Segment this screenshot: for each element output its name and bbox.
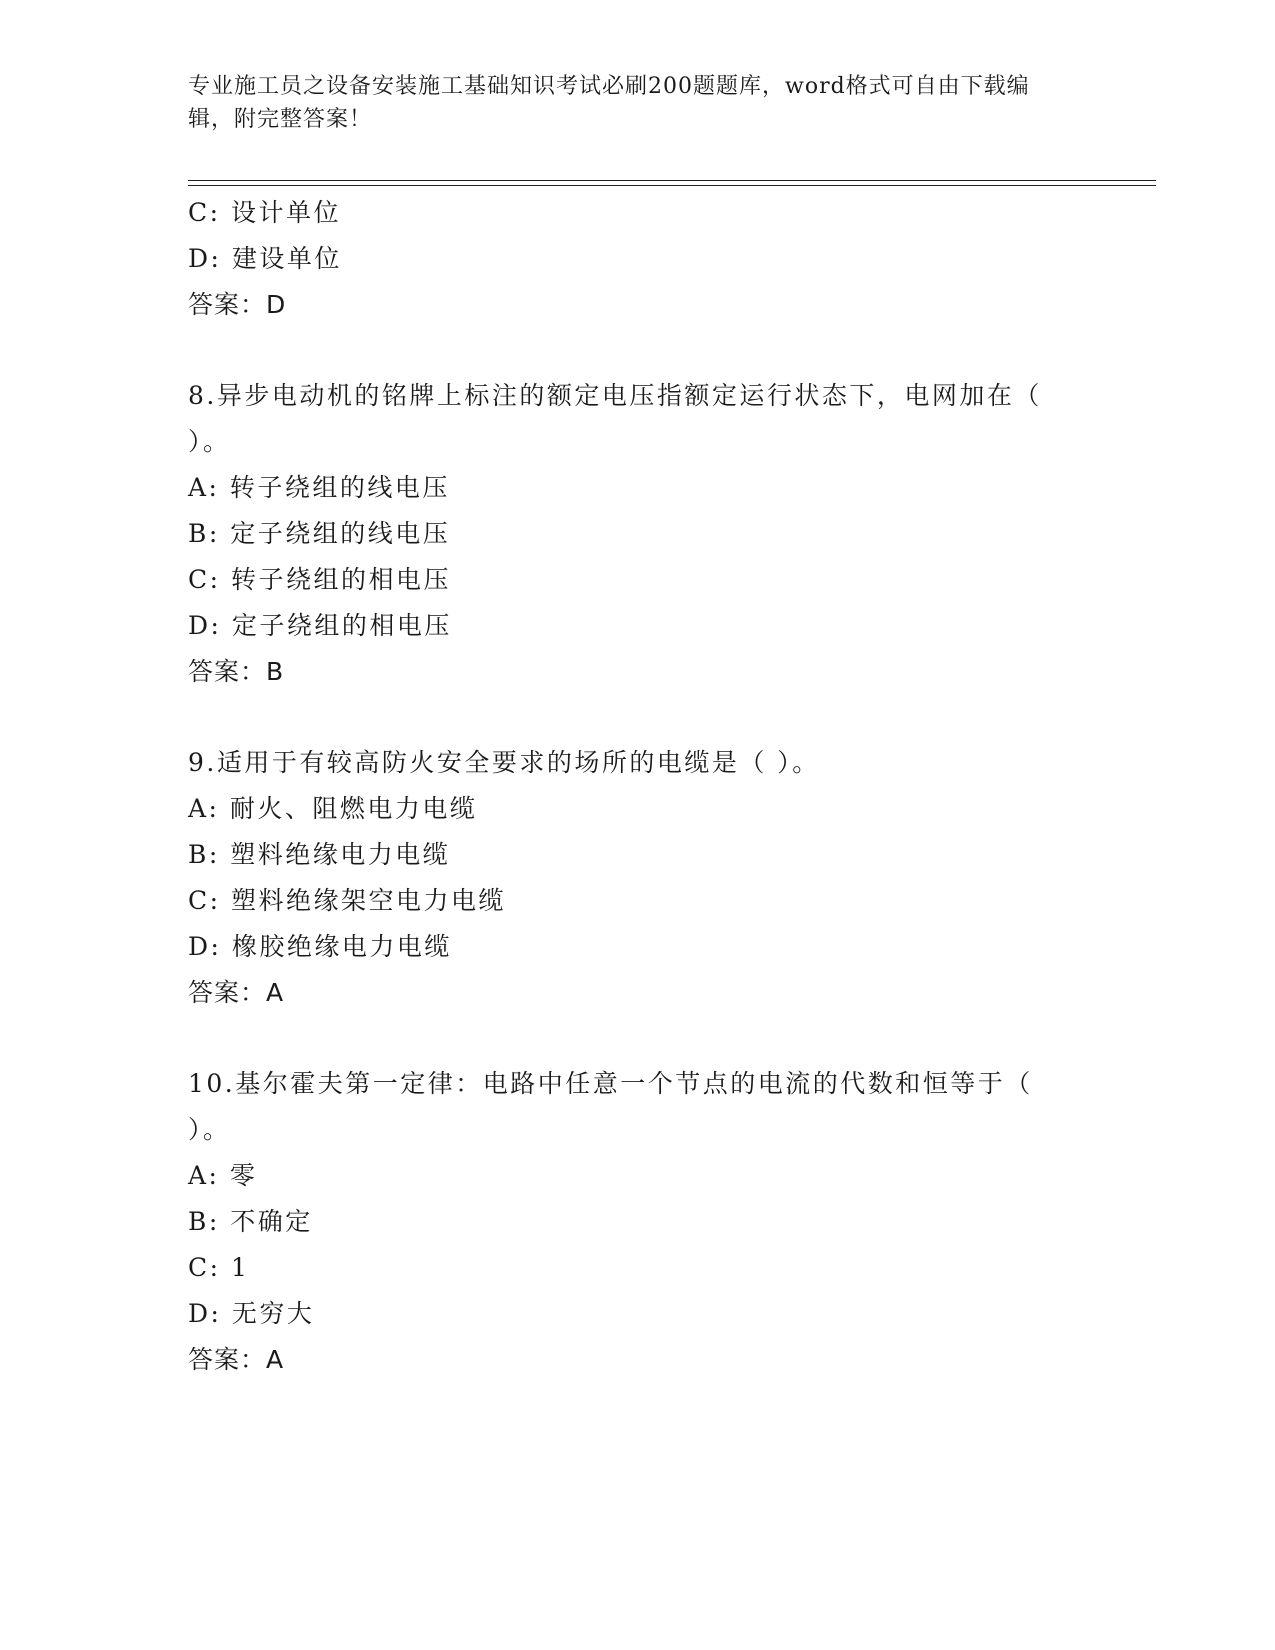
q9-answer: 答案：A <box>188 978 285 1007</box>
q8-option-c: C: 转子绕组的相电压 <box>188 565 451 594</box>
q10-option-d: D: 无穷大 <box>188 1299 315 1328</box>
q10-option-c: C: 1 <box>188 1253 250 1282</box>
q8-stem: 8.异步电动机的铭牌上标注的额定电压指额定运行状态下，电网加在（ ）。 <box>188 381 1042 456</box>
q7-option-c: C: 设计单位 <box>188 198 341 227</box>
q10-stem: 10.基尔霍夫第一定律：电路中任意一个节点的电流的代数和恒等于（ ）。 <box>188 1069 1033 1144</box>
q9-option-c: C: 塑料绝缘架空电力电缆 <box>188 886 506 915</box>
q8-option-d: D: 定子绕组的相电压 <box>188 611 452 640</box>
header-rule-bottom <box>188 185 1156 186</box>
q10-answer: 答案：A <box>188 1345 285 1374</box>
spacer <box>188 1016 1088 1061</box>
q9-option-a: A: 耐火、阻燃电力电缆 <box>188 794 478 823</box>
q7-option-d: D: 建设单位 <box>188 244 342 273</box>
q7-answer: 答案：D <box>188 290 287 319</box>
q8-option-a: A: 转子绕组的线电压 <box>188 473 450 502</box>
q10-option-a: A: 零 <box>188 1161 258 1190</box>
spacer <box>188 695 1088 740</box>
header-rule-top <box>188 180 1156 181</box>
q9-option-d: D: 橡胶绝缘电力电缆 <box>188 932 452 961</box>
q9-stem: 9.适用于有较高防火安全要求的场所的电缆是（ ）。 <box>188 748 820 777</box>
page-header: 专业施工员之设备安装施工基础知识考试必刷200题题库，word格式可自由下载编辑，附完整答案！ <box>188 74 1030 132</box>
q9-option-b: B: 塑料绝缘电力电缆 <box>188 840 451 869</box>
q10-option-b: B: 不确定 <box>188 1207 313 1236</box>
spacer <box>188 328 1088 373</box>
question-content <box>188 190 1088 1383</box>
q8-answer: 答案：B <box>188 657 285 686</box>
q8-option-b: B: 定子绕组的线电压 <box>188 519 451 548</box>
